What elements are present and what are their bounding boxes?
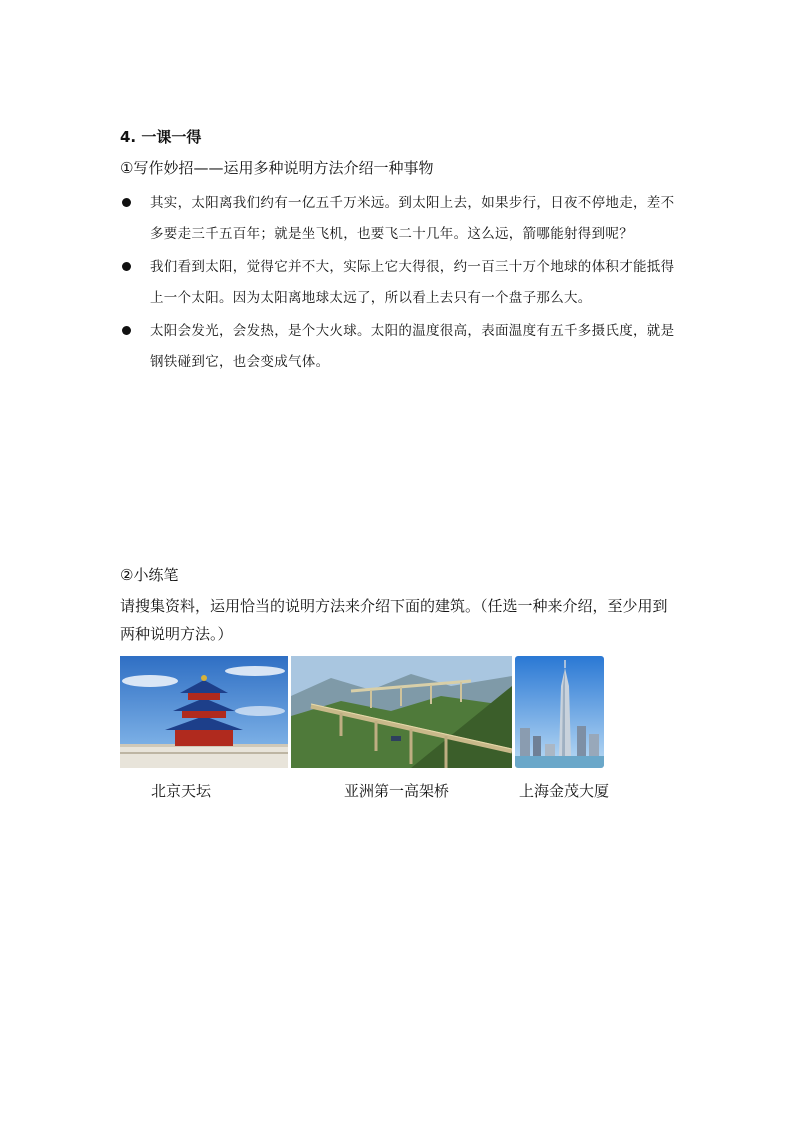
bullet-text: 我们看到太阳，觉得它并不大，实际上它大得很，约一百三十万个地球的体积才能抵得上一个太阳。因为太阳离地球太远了，所以看上去只有一个盘子那么大。 xyxy=(150,259,675,306)
bullet-item xyxy=(120,252,680,314)
caption-temple-of-heaven: 北京天坛 xyxy=(151,782,212,800)
caption-bridge: 亚洲第一高架桥 xyxy=(344,782,450,800)
example-bullet-list xyxy=(120,188,680,380)
bullet-item xyxy=(120,316,680,378)
bullet-dot-icon xyxy=(122,326,131,335)
practice-instruction: 请搜集资料，运用恰当的说明方法来介绍下面的建筑。（任选一种来介绍，至少用到两种说明方法。） xyxy=(120,597,668,643)
caption-jinmao-tower: 上海金茂大厦 xyxy=(519,782,610,800)
jinmao-tower-photo xyxy=(515,656,604,768)
temple-of-heaven-photo xyxy=(120,656,288,768)
bullet-text: 其实，太阳离我们约有一亿五千万米远。到太阳上去，如果步行，日夜不停地走，差不多要走三千五百年；就是坐飞机，也要飞二十几年。这么远，箭哪能射得到呢？ xyxy=(150,195,675,242)
writing-tip-title: ①写作妙招——运用多种说明方法介绍一种事物 xyxy=(120,159,434,177)
section-heading: 4. 一课一得 xyxy=(120,128,202,146)
bullet-dot-icon xyxy=(122,198,131,207)
bullet-text: 太阳会发光，会发热，是个大火球。太阳的温度很高，表面温度有五千多摄氏度，就是钢铁碰到它，也会变成气体。 xyxy=(150,323,675,370)
practice-title: ②小练笔 xyxy=(120,566,179,584)
bridge-photo xyxy=(291,656,512,768)
bullet-dot-icon xyxy=(122,262,131,271)
bullet-item xyxy=(120,188,680,250)
